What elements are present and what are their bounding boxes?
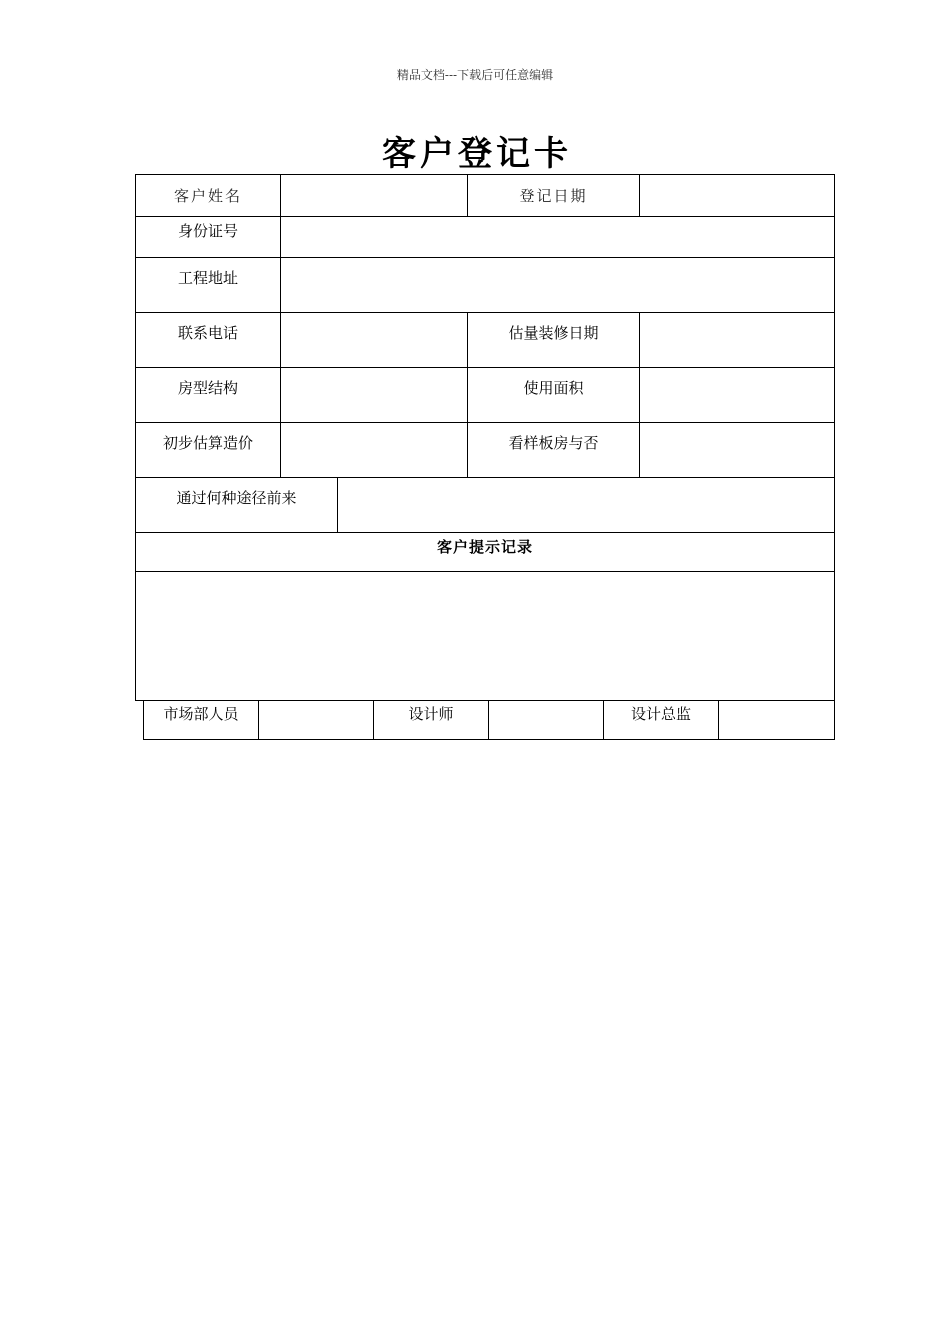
phone-field[interactable] — [280, 312, 468, 368]
register-date-field[interactable] — [639, 174, 835, 217]
usable-area-field[interactable] — [639, 367, 835, 423]
referral-channel-label: 通过何种途径前来 — [135, 477, 338, 533]
phone-label: 联系电话 — [135, 312, 281, 368]
id-number-field[interactable] — [280, 216, 835, 258]
notes-area[interactable] — [135, 571, 835, 701]
design-director-label: 设计总监 — [603, 700, 719, 740]
marketing-staff-field[interactable] — [258, 700, 374, 740]
customer-name-field[interactable] — [280, 174, 468, 217]
est-renovation-date-field[interactable] — [639, 312, 835, 368]
usable-area-label: 使用面积 — [467, 367, 640, 423]
project-address-field[interactable] — [280, 257, 835, 313]
project-address-label: 工程地址 — [135, 257, 281, 313]
initial-cost-label: 初步估算造价 — [135, 422, 281, 478]
form-title: 客户登记卡 — [382, 134, 572, 174]
referral-channel-field[interactable] — [337, 477, 835, 533]
initial-cost-field[interactable] — [280, 422, 468, 478]
marketing-staff-label: 市场部人员 — [143, 700, 259, 740]
designer-field[interactable] — [488, 700, 604, 740]
customer-name-label: 客户姓名 — [135, 174, 281, 217]
viewed-model-label: 看样板房与否 — [467, 422, 640, 478]
house-structure-field[interactable] — [280, 367, 468, 423]
house-structure-label: 房型结构 — [135, 367, 281, 423]
page-header-note: 精品文档---下载后可任意编辑 — [396, 68, 554, 82]
viewed-model-field[interactable] — [639, 422, 835, 478]
design-director-field[interactable] — [718, 700, 835, 740]
designer-label: 设计师 — [373, 700, 489, 740]
est-renovation-date-label: 估量装修日期 — [467, 312, 640, 368]
register-date-label: 登记日期 — [467, 174, 640, 217]
notes-section-header: 客户提示记录 — [135, 532, 835, 572]
id-number-label: 身份证号 — [135, 216, 281, 258]
